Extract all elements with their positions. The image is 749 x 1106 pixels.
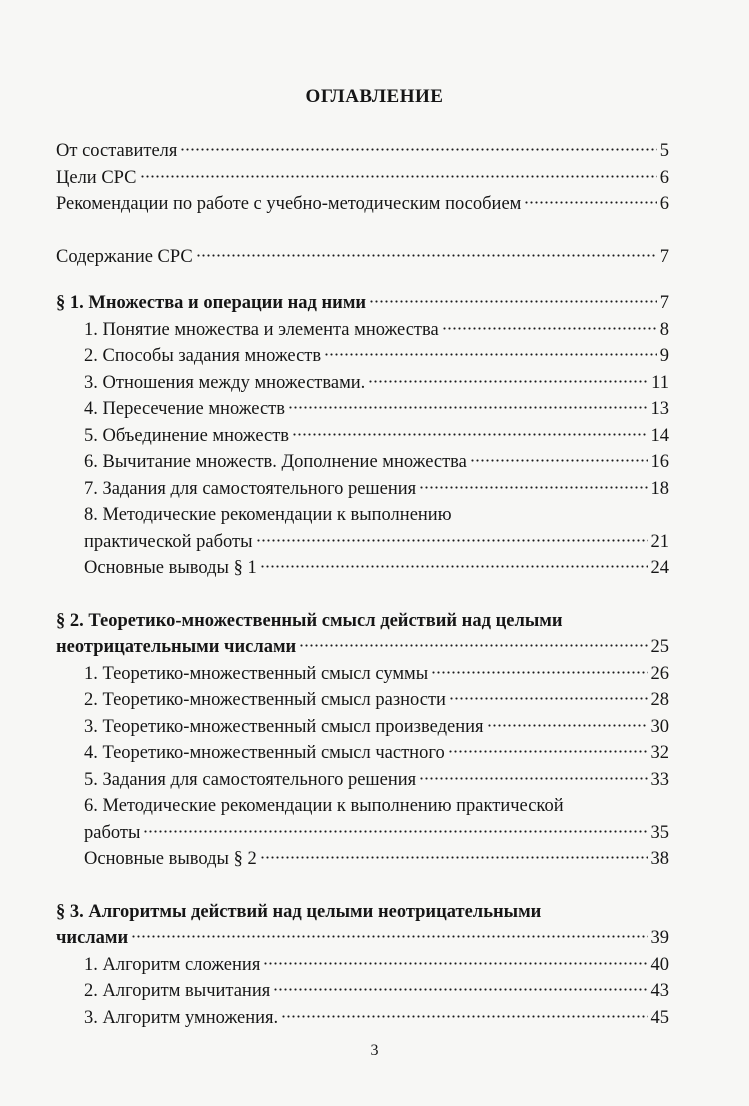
dot-leader [196, 254, 657, 257]
toc-entry-goals [56, 165, 669, 192]
toc-entry-from-compiler [56, 138, 669, 165]
toc-entry-page: 11 [651, 372, 669, 393]
toc-entry-label: 2. Способы задания множеств [84, 346, 322, 366]
dot-leader [524, 201, 656, 204]
toc-entry-page: 14 [650, 425, 669, 446]
toc-entry-label: Цели СРС [56, 167, 137, 188]
toc-entry-label: Рекомендации по работе с учебно-методическим пособием [56, 194, 522, 214]
toc-entry-page: 40 [650, 954, 669, 975]
toc-entry-page: 35 [650, 822, 669, 843]
toc-entry [56, 952, 669, 979]
spacer [56, 582, 669, 608]
toc-section-heading-1 [56, 290, 669, 317]
toc-entry-page: 9 [659, 346, 669, 366]
toc-entry-page: 24 [650, 558, 669, 578]
dot-leader [260, 565, 648, 568]
toc-entry [56, 449, 669, 476]
dot-leader [288, 406, 648, 409]
spacer [56, 218, 669, 244]
toc-entry-page: 6 [659, 167, 669, 188]
toc-entry-label: 1. Алгоритм сложения [84, 954, 261, 975]
toc-entry-label: практической работы [84, 531, 253, 552]
toc-entry-label: 3. Отношения между множествами. [84, 372, 366, 393]
toc-entry-page: 18 [650, 478, 669, 499]
dot-leader [324, 353, 657, 356]
toc-section-heading-2-line1: § 2. Теоретико-множественный смысл действий над целыми [56, 610, 563, 631]
toc-entry-page: 13 [650, 399, 669, 419]
toc-entry-page: 25 [650, 637, 669, 657]
toc-entry [56, 820, 669, 847]
toc-entry-label: Содержание СРС [56, 246, 193, 267]
toc-entry [56, 767, 669, 794]
dot-leader [281, 1015, 647, 1018]
dot-leader [487, 724, 648, 727]
toc-entry-label: 7. Задания для самостоятельного решения [84, 478, 417, 499]
spacer [56, 270, 669, 290]
toc-entry [56, 661, 669, 688]
toc-entry [56, 343, 669, 370]
toc-entry-label: 4. Пересечение множеств [84, 399, 285, 419]
table-of-contents [56, 138, 669, 1031]
toc-entry-label-line1: 6. Методические рекомендации к выполнению практической [84, 796, 564, 816]
toc-entry-page: 7 [659, 246, 669, 267]
dot-leader [449, 697, 648, 700]
dot-leader [369, 300, 657, 303]
toc-entry-label: От составителя [56, 141, 178, 161]
dot-leader [263, 962, 647, 965]
toc-entry-page: 21 [650, 531, 669, 552]
toc-entry [56, 423, 669, 450]
toc-entry-label: § 1. Множества и операции над ними [56, 293, 367, 313]
toc-entry-page: 43 [650, 981, 669, 1001]
dot-leader [442, 327, 657, 330]
toc-entry-label: 1. Теоретико-множественный смысл суммы [84, 663, 429, 684]
dot-leader [143, 830, 647, 833]
toc-entry-label: 5. Объединение множеств [84, 425, 290, 446]
toc-entry [56, 317, 669, 344]
toc-entry [56, 978, 669, 1005]
toc-section-heading-3-line1: § 3. Алгоритмы действий над целыми неотрицательными [56, 901, 542, 922]
toc-section-heading-2 [56, 634, 669, 661]
dot-leader [260, 856, 648, 859]
toc-entry-label: 3. Теоретико-множественный смысл произведения [84, 716, 484, 737]
dot-leader [470, 459, 648, 462]
dot-leader [273, 988, 647, 991]
toc-entry-page: 45 [650, 1007, 669, 1028]
toc-entry-label: 3. Алгоритм умножения. [84, 1007, 279, 1028]
toc-entry-summary [56, 555, 669, 582]
toc-entry-page: 7 [659, 293, 669, 313]
toc-entry-page: 28 [650, 690, 669, 710]
toc-entry-page: 8 [659, 319, 669, 340]
dot-leader [419, 777, 647, 780]
toc-entry [56, 714, 669, 741]
toc-entry-page: 6 [659, 194, 669, 214]
toc-entry-page: 38 [650, 849, 669, 869]
toc-entry [56, 740, 669, 767]
toc-entry-label: неотрицательными числами [56, 637, 297, 657]
toc-entry-page: 16 [650, 452, 669, 472]
dot-leader [292, 433, 647, 436]
toc-entry-label: работы [84, 822, 141, 843]
spacer [56, 873, 669, 899]
toc-entry-label: Основные выводы § 2 [84, 849, 257, 869]
toc-entry [56, 370, 669, 397]
toc-entry [56, 396, 669, 423]
dot-leader [448, 750, 648, 753]
toc-entry-label: 6. Вычитание множеств. Дополнение множества [84, 452, 467, 472]
toc-entry-label-line1: 8. Методические рекомендации к выполнению [84, 505, 452, 525]
toc-entry-page: 39 [650, 928, 669, 948]
dot-leader [180, 148, 656, 151]
toc-entry-label: 1. Понятие множества и элемента множества [84, 319, 439, 340]
dot-leader [140, 175, 657, 178]
toc-entry-page: 30 [650, 716, 669, 737]
toc-entry [56, 476, 669, 503]
toc-entry-label: 2. Теоретико-множественный смысл разности [84, 690, 446, 710]
toc-entry-label: 4. Теоретико-множественный смысл частного [84, 743, 445, 763]
dot-leader [299, 644, 647, 647]
toc-entry-page: 5 [659, 141, 669, 161]
toc-entry-page: 26 [650, 663, 669, 684]
toc-section-heading-3 [56, 925, 669, 952]
toc-entry-content [56, 244, 669, 271]
dot-leader [419, 486, 647, 489]
toc-entry-label: 5. Задания для самостоятельного решения [84, 769, 417, 790]
page-number: 3 [370, 1042, 379, 1059]
toc-entry-recommendations [56, 191, 669, 218]
page-title: ОГЛАВЛЕНИЕ [305, 86, 444, 107]
toc-entry-label: 2. Алгоритм вычитания [84, 981, 271, 1001]
dot-leader [131, 935, 647, 938]
dot-leader [256, 539, 648, 542]
toc-entry [56, 1005, 669, 1032]
toc-entry-summary [56, 846, 669, 873]
dot-leader [368, 380, 648, 383]
toc-entry-page: 33 [650, 769, 669, 790]
toc-entry [56, 687, 669, 714]
toc-entry-label: числами [56, 928, 129, 948]
toc-entry [56, 529, 669, 556]
dot-leader [431, 671, 647, 674]
toc-entry-label: Основные выводы § 1 [84, 558, 257, 578]
toc-entry-page: 32 [650, 743, 669, 763]
